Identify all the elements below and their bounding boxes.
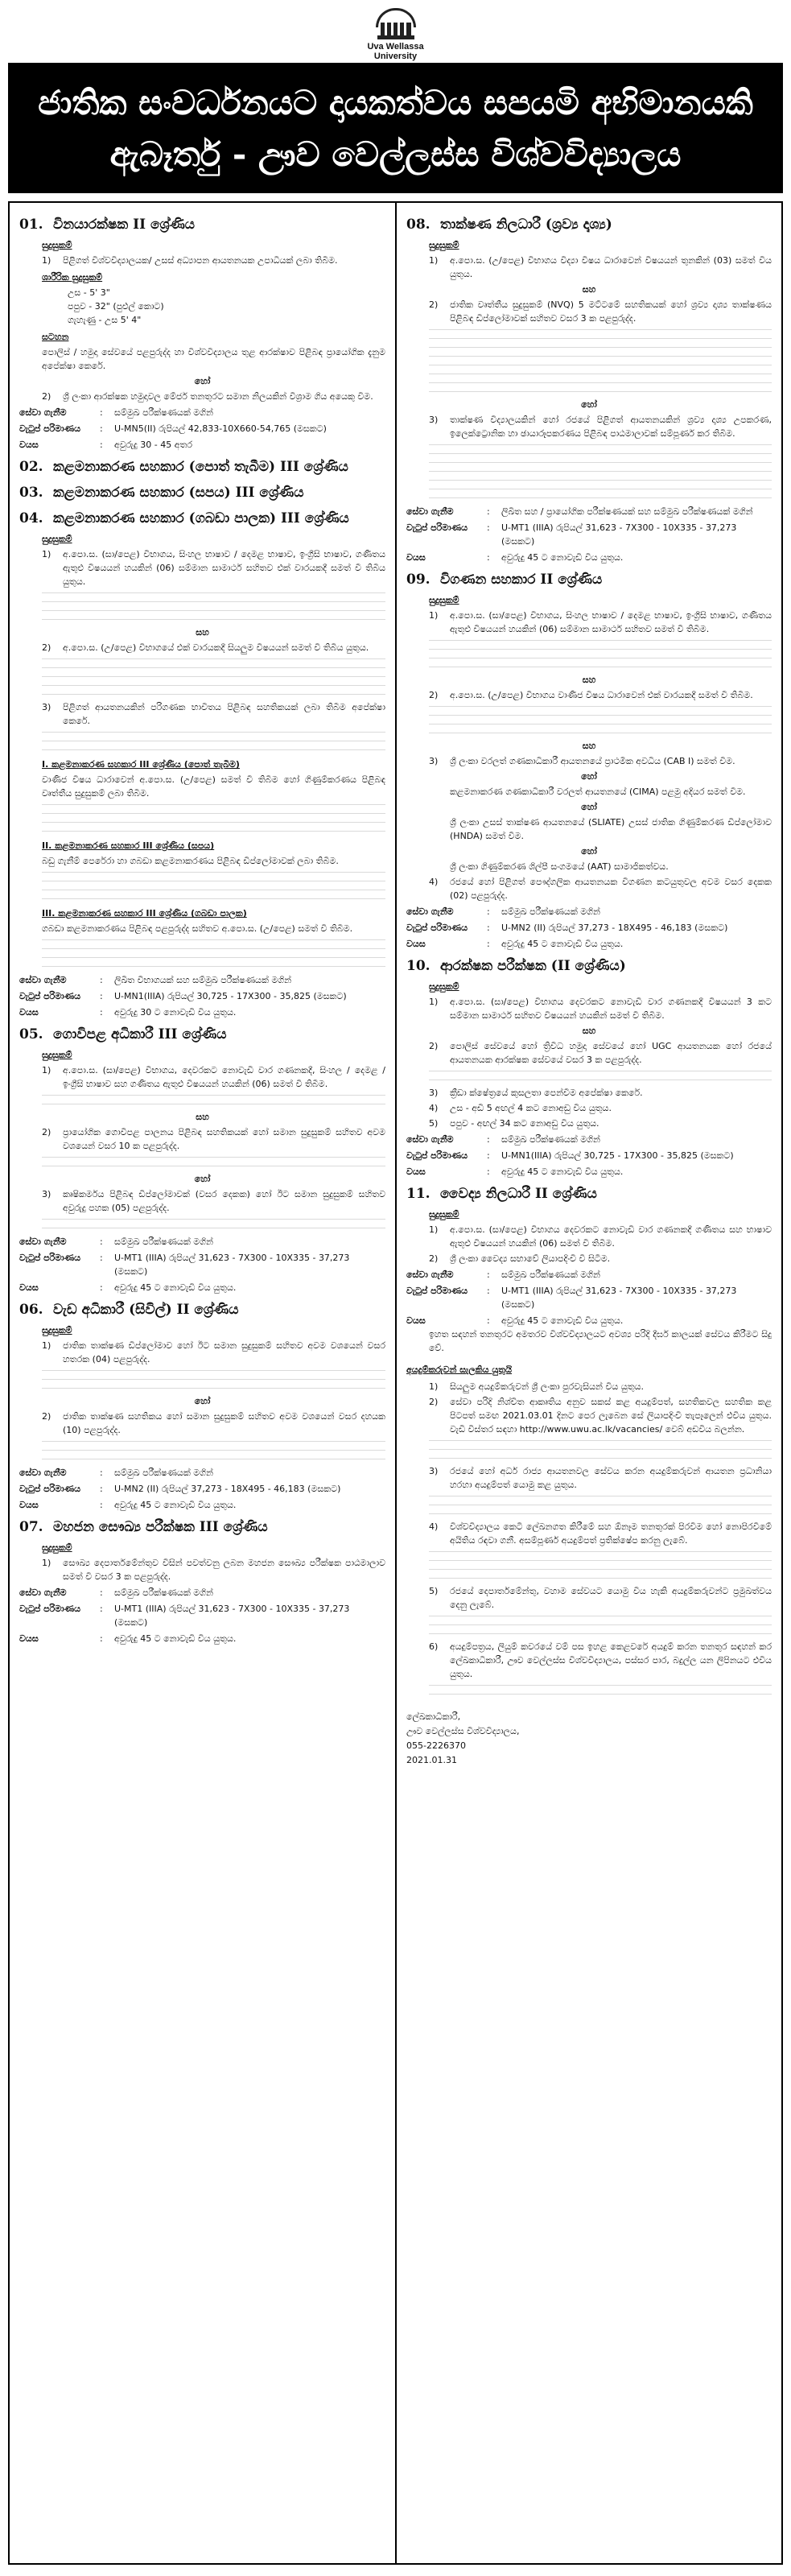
subsection-heading: II. කළමනාකරණ සහකාර III ශ්‍රේණිය (සපය) (42, 840, 215, 851)
salary-row: වැටුප් පරිමාණය : U-MN5(II) රුපියල් 42,833-10X660-54,765 (මසකට) (19, 423, 327, 434)
note-heading: සටහන (42, 332, 69, 342)
service-row: සේවා ගැනීම : ලිඛිත විභාගයක් සහ සම්මුඛ පරීක්ෂණයක් මගින් (19, 975, 292, 985)
service-row: සේවා ගැනීම : සම්මුඛ පරීක්ෂණයක් මගින් (406, 1269, 600, 1280)
notes-heading: අයදුම්කරුවන් සැලකිය යුතුයි (406, 1364, 513, 1375)
service-row: සේවා ගැනීම : සම්මුඛ පරීක්ෂණයක් මගින් (19, 1236, 213, 1247)
salary-row: වැටුප් පරිමාණය : U-MT1 (IIIA) රුපියල් 31,623 - 7X300 - 10X335 - 37,273 (මසකට) (406, 1286, 737, 1310)
qualifications-heading: සුදුසුකම් (429, 595, 459, 605)
service-row: සේවා ගැනීම : සම්මුඛ පරීක්ෂණයක් මගින් (19, 1468, 213, 1478)
list-item: 2) ප්‍රායෝගික ගොවිපළ පාලනය පිළිබඳ සහතිකයක් හෝ සමාන සුදුසුකම් සහිතව අවම වශයෙන් වසර 10 ක පළපුරුද්ද. (42, 1127, 385, 1151)
paragraph: ගබඩා කළමනාකරණය පිළිබඳ පළපුරුද්ද සහිතව අ.පො.ස. (උ/පෙළ) සමත් වී තිබීම. (42, 923, 353, 934)
list-item: 1) අ.පො.ස. (සා/පෙළ) විභාගය, සිංහල භාෂාව / දෙමළ භාෂාව, ඉංග්‍රීසි භාෂාව, ගණිතය ඇතුළු විෂයයන් හයකින් (06) සම්මාන සාමාර්ථ සහිතව සමත් වී තිබීම. (429, 610, 772, 634)
vacancy-columns (8, 201, 783, 2565)
paragraph: ඉහත සඳහන් තනතුරට අමතරව විශ්වවිද්‍යාලයට අවශ්‍ය පරිදි දීර්ඝ කාලයක් සේවය කිරීමට සිදු වේ. (429, 1329, 772, 1353)
list-item: 3) ශ්‍රී ලංකා වරලත් ගණකාධිකාරී ආයතනයේ ප්‍රාථමික අවධිය (CAB I) සමත් වීම. (429, 756, 735, 766)
section-title: 05. ගොවිපළ අධිකාරී III ශ්‍රේණිය (19, 1026, 227, 1042)
age-row: වයස : අවුරුදු 45 ට නොවැඩි විය යුතුය. (19, 1633, 237, 1644)
list-item: 2) ශ්‍රී ලංකා වෛද්‍ය සභාවේ ලියාපදිංචි වී සිටීම. (429, 1253, 611, 1264)
list-item: 1) අ.පො.ස. (සා/පෙළ) විභාගය දෙවරකට නොවැඩි වාර ගණනකදී ගණිතය සහ භාෂාව ඇතුළු විෂයයන් හයකින් (06) සමත් වී තිබීම. (429, 1224, 772, 1249)
section-title: 03. කළමනාකරණ සහකාර (සපය) III ශ්‍රේණිය (19, 485, 304, 501)
and-separator: සහ (582, 284, 596, 295)
university-logo (0, 5, 791, 61)
header-line-2: ඇබෑර්තු - ඌව වෙල්ලස්ස විශ්වවිද්‍යාලය (109, 134, 682, 174)
list-item: 2) ශ්‍රී ලංකා ආරක්ෂක හමුදාවල මේජර් තනතුරට සමාන නිලයකින් විශ්‍රාම ගිය අයෙකු වීම. (42, 391, 373, 402)
age-row: වයස : අවුරුදු 45 ට නොවැඩි විය යුතුය. (19, 1282, 237, 1293)
signature-institution: ඌව වෙල්ලස්ස විශ්වවිද්‍යාලය, (406, 1726, 520, 1736)
signature-block (406, 1710, 772, 1768)
or-separator: හෝ (194, 1174, 211, 1184)
physical-row: පපුව - 32" (පුළුල් කොට) (68, 301, 164, 312)
section-title: 09. විගණන සහකාර II ශ්‍රේණිය (406, 572, 603, 588)
list-item: 2) ජාතික තාක්ෂණ සහතිකය හෝ සමාන සුදුසුකම් සහිතව අවම වශයෙන් වසර දහයක (10) පළපුරුද්ද. (42, 1411, 385, 1435)
vacancy-header-banner (8, 63, 783, 193)
list-item: 5) පපුව - අඟල් 34 කට නොඅඩු විය යුතුය. (429, 1118, 599, 1129)
qualifications-heading: සුදුසුකම් (429, 1209, 459, 1220)
list-item: 1) ජාතික තාක්ෂණ ඩිප්ලෝමාව හෝ ඊට සමාන සුදුසුකම් සහිතව අවම වශයෙන් වසර හතරක (04) පළපුරුද්ද. (42, 1340, 385, 1364)
service-row: සේවා ගැනීම : සම්මුඛ පරීක්ෂණයක් මගින් (19, 407, 213, 418)
qualifications-heading: සුදුසුකම් (42, 1325, 72, 1335)
age-row: වයස : අවුරුදු 30 - 45 අතර (19, 440, 193, 450)
list-item: 1) අ.පො.ස. (සා/පෙළ) විභාගය, දෙවරකට නොවැඩි වාර ගණනකදී, සිංහල / දෙමළ / ඉංග්‍රීසි භාෂාව සහ ගණිතය ඇතුළු විෂයයන් හයකින් (06) සමත් වී තිබීම. (42, 1065, 385, 1089)
and-separator: සහ (582, 1026, 596, 1036)
paragraph: වාණිජ විෂය ධාරාවෙන් අ.පො.ස. (උ/පෙළ) සමත් වී තිබීම හෝ ගිණුම්කරණය පිළිබඳ වෘත්තීය සුදුසුකම් ලබා තිබීම. (42, 774, 385, 799)
list-item: 1) අ.පො.ස. (සා/පෙළ) විභාගය දෙවරකට නොවැඩි වාර ගණනකදී විෂයයන් 3 කට සම්මාන සාමාර්ථ සහිතව විෂයයන් හයකින් සමත් වී තිබීම. (429, 997, 772, 1021)
list-item: 3) තාක්ෂණ විද්‍යාලයකින් හෝ රජයේ පිළිගත් ආයතනයකින් ශ්‍රව්‍ය දෘශ්‍ය උපකරණ, ඉලෙක්ට්‍රොනික හා ඡායාරූපකරණය පිළිබඳ පාඨමාලාවක් සම්පූර්ණ කර තිබීම. (429, 415, 772, 439)
university-crest-icon (373, 5, 419, 42)
qualifications-heading: සුදුසුකම් (42, 240, 72, 250)
service-row: සේවා ගැනීම : සම්මුඛ පරීක්ෂණයක් මගින් (406, 1134, 600, 1145)
note-item: 6) අයදුම්පත්‍රය, ලියුම් කවරයේ වම් පස ඉහළ කෙළවරේ අයදුම් කරන තනතුර සඳහන් කර ලේඛකාධිකාරී, ඌව වෙල්ලස්ස විශ්වවිද්‍යාලය, පස්සර පාර, බදුල්ල යන ලිපිනයට එවිය යුතුය. (429, 1641, 772, 1679)
note-item: 2) සේවා පරිදි නිශ්චිත ආකෘතිය අනුව සකස් කළ අයදුම්පත්, සහතිකවල සහතික කළ පිටපත් සමඟ 2021.03.01 දිනට පෙර ලැබෙන සේ ලියාපදිංචි තැපෑලෙන් එවිය යුතුය. වැඩි විස්තර සඳහා http://www.uwu.ac.lk/vacancies/ වෙබ් අඩවිය බලන්න. (429, 1397, 772, 1435)
age-row: වයස : අවුරුදු 45 ට නොවැඩි විය යුතුය. (406, 1166, 624, 1177)
or-separator: හෝ (194, 1396, 211, 1406)
physical-heading: ශාරීරික සුදුසුකම් (42, 272, 103, 283)
or-separator: හෝ (581, 846, 597, 857)
list-item: 3) කෘෂිකර්මය පිළිබඳ ඩිප්ලෝමාවක් (වසර දෙකක) හෝ ඊට සමාන සුදුසුකම් සහිතව අවුරුදු පහක (05) පළපුරුද්ද. (42, 1189, 385, 1213)
service-row: සේවා ගැනීම : ලිඛිත සහ / ප්‍රායෝගික පරීක්ෂණයක් සහ සම්මුඛ පරීක්ෂණයක් මගින් (406, 506, 753, 517)
list-item: 3) පිළිගත් ආයතනයකින් පරිගණක භාවිතය පිළිබඳ සහතිකයක් ලබා තිබීම අපේක්ෂා කෙරේ. (42, 702, 385, 726)
subsection-heading: III. කළමනාකරණ සහකාර III ශ්‍රේණිය (ගබඩා පාලක) (42, 908, 247, 919)
or-separator: හෝ (581, 771, 597, 782)
list-item: ශ්‍රී ලංකා උසස් තාක්ෂණ ආයතනයේ (SLIATE) උසස් ජාතික ගිණුම්කරණ ඩිප්ලෝමාව (HNDA) සමත් වීම. (450, 817, 772, 841)
note-item: 4) විශ්වවිද්‍යාලය කෙටි ලේඛනගත කිරීමේ සහ ඕනෑම තනතුරක් පිරවීම හෝ නොපිරවීමේ අයිතිය රඳවා ගනී. අසම්පූර්ණ අයදුම්පත් ප්‍රතික්ෂේප කරනු ලැබේ. (429, 1521, 772, 1546)
age-row: වයස : අවුරුදු 45 ට නොවැඩි විය යුතුය. (406, 1315, 624, 1326)
list-item: 2) අ.පො.ස. (උ/පෙළ) විභාගය වාණිජ විෂය ධාරාවෙන් එක් වාරයකදී සමත් වී තිබීම. (429, 690, 753, 700)
paragraph: බඩු ගැනීම් පෙරේරා හා ගබඩා කළමනාකරණය පිළිබඳ ඩිප්ලෝමාවක් ලබා තිබීම. (42, 856, 339, 866)
physical-row: උස - 5' 3" (68, 287, 110, 298)
list-item: ශ්‍රී ලංකා ගිණුම්කරණ ශිල්පී සංගමයේ (AAT) සාමාජිකත්වය. (450, 861, 669, 872)
list-item: 2) අ.පො.ස. (උ/පෙළ) විභාගයේ එක් වාරයකදී සියලුම විෂයයන් සමත් වී තිබිය යුතුය. (42, 642, 369, 653)
salary-row: වැටුප් පරිමාණය : U-MT1 (IIIA) රුපියල් 31,623 - 7X300 - 10X335 - 37,273 (මසකට) (406, 522, 737, 547)
section-title: 06. වැඩ අධිකාරී (සිවිල්) II ශ්‍රේණිය (19, 1302, 239, 1318)
and-separator: සහ (582, 675, 596, 685)
salary-row: වැටුප් පරිමාණය : U-MN1(IIIA) රුපියල් 30,725 - 17X300 - 35,825 (මසකට) (19, 991, 347, 1001)
list-item: 4) රජයේ හෝ පිළිගත් පෞද්ගලික ආයතනයක විගණන කටයුතුවල අවම වසර දෙකක (02) පළපුරුද්ද. (429, 877, 772, 901)
list-item: 4) උස - අඩි 5 අඟල් 4 කට නොඅඩු විය යුතුය. (429, 1103, 612, 1113)
signature-phone: 055-2226370 (406, 1740, 466, 1751)
header-line-1: ජාතික සංවර්ධනයට දායකත්වය සපයමි අභිමානයකි (38, 83, 753, 122)
qualifications-heading: සුදුසුකම් (42, 1050, 72, 1060)
logo-line-1: Uva Wellassa (367, 42, 424, 52)
subsection-heading: I. කළමනාකරණ සහකාර III ශ්‍රේණිය (පොත් තැබීම) (42, 759, 240, 770)
paragraph: පොලිස් / හමුදා සේවයේ පළපුරුද්ද හා විශ්වවිද්‍යාලය තුළ ආරක්ෂාව පිළිබඳ ප්‍රායෝගික දැනුම අපේක්ෂා කෙරේ. (42, 347, 385, 371)
list-item: 1) පිළිගත් විශ්වවිද්‍යාලයක/ උසස් අධ්‍යාපන ආයතනයක උපාධියක් ලබා තිබීම. (42, 255, 338, 266)
section-title: 11. වෛද්‍ය නිලධාරී II ශ්‍රේණිය (406, 1186, 597, 1202)
section-title: 01. විනයාරක්ෂක II ශ්‍රේණිය (19, 217, 196, 233)
and-separator: සහ (582, 741, 596, 751)
logo-line-2: University (373, 52, 418, 61)
left-column (10, 203, 397, 2563)
list-item: 3) ක්‍රීඩා ක්ෂේත්‍රයේ කුසලතා පෙන්වීම අපේක්ෂා කෙරේ. (429, 1088, 643, 1098)
age-row: වයස : අවුරුදු 45 ට නොවැඩි විය යුතුය. (406, 552, 624, 563)
service-row: සේවා ගැනීම : සම්මුඛ පරීක්ෂණයක් මගින් (406, 906, 600, 917)
salary-row: වැටුප් පරිමාණය : U-MN1(IIIA) රුපියල් 30,725 - 17X300 - 35,825 (මසකට) (406, 1150, 734, 1161)
list-item: 1) සෞඛ්‍ය දෙපාර්තමේන්තුව විසින් පවත්වනු ලබන මහජන සෞඛ්‍ය පරීක්ෂක පාඨමාලාව සමත් වී වසර 3 ක පළපුරුද්ද. (42, 1558, 385, 1582)
note-item: 3) රජයේ හෝ අර්ධ රාජ්‍ය ආයතනවල සේවය කරන අයදුම්කරුවන් ආයතන ප්‍රධානියා හරහා අයදුම්පත් යොමු කළ යුතුය. (429, 1466, 772, 1490)
qualifications-heading: සුදුසුකම් (42, 1542, 72, 1553)
or-separator: හෝ (581, 802, 597, 812)
list-item: 2) පොලිස් සේවයේ හෝ ත්‍රිවිධ හමුදා සේවයේ හෝ UGC ආයතනයක හෝ රජයේ ආයතනයක ආරක්ෂක සේවයේ වසර 3 ක පළපුරුද්ද. (429, 1041, 772, 1065)
note-item: 5) රජයේ දෙපාර්තමේන්තු, වහාම සේවයට යොමු විය හැකි අයදුම්කරුවන්ට ප්‍රමුඛත්වය දෙනු ලැබේ. (429, 1586, 772, 1610)
section-title: 10. ආරක්ෂක පරීක්ෂක (II ශ්‍රේණිය) (406, 958, 626, 974)
section-title: 02. කළමනාකරණ සහකාර (පොත් තැබීම) III ශ්‍රේණිය (19, 459, 348, 475)
right-column (397, 203, 781, 2563)
or-separator: හෝ (581, 399, 597, 410)
and-separator: සහ (196, 1112, 209, 1122)
physical-row: ගැහැණු - උස 5' 4" (68, 315, 142, 325)
signature-title: ලේඛකාධිකාරී, (406, 1711, 461, 1722)
list-item: 1) අ.පො.ස. (උ/පෙළ) විභාගය විද්‍යා විෂය ධාරාවෙන් විෂයයන් තුනකින් (03) සමත් විය යුතුය. (429, 255, 772, 279)
and-separator: සහ (196, 627, 209, 638)
qualifications-heading: සුදුසුකම් (429, 981, 459, 992)
qualifications-heading: සුදුසුකම් (429, 240, 459, 250)
salary-row: වැටුප් පරිමාණය : U-MN2 (II) රුපියල් 37,273 - 18X495 - 46,183 (මසකට) (19, 1484, 341, 1494)
note-item: 1) සියලුම අයදුම්කරුවන් ශ්‍රී ලංකා පුරවැසියන් විය යුතුය. (429, 1381, 645, 1392)
qualifications-heading: සුදුසුකම් (42, 534, 72, 544)
section-title: 04. කළමනාකරණ සහකාර (ගබඩා පාලක) III ශ්‍රේණිය (19, 510, 349, 526)
or-separator: හෝ (194, 376, 211, 386)
list-item: 2) ජාතික වෘත්තීය සුදුසුකම් (NVQ) 5 මට්ටමේ සහතිකයක් හෝ ශ්‍රව්‍ය දෘශ්‍ය තාක්ෂණය පිළිබඳ ඩිප්ලෝමාවක් සහිතව වසර 3 ක පළපුරුද්ද. (429, 299, 772, 324)
salary-row: වැටුප් පරිමාණය : U-MT1 (IIIA) රුපියල් 31,623 - 7X300 - 10X335 - 37,273 (මසකට) (19, 1604, 350, 1628)
age-row: වයස : අවුරුදු 30 ට නොවැඩි විය යුතුය. (19, 1007, 237, 1018)
section-title: 07. මහජන සෞඛ්‍ය පරීක්ෂක III ශ්‍රේණිය (19, 1519, 268, 1535)
age-row: වයස : අවුරුදු 45 ට නොවැඩි විය යුතුය. (406, 939, 624, 949)
age-row: වයස : අවුරුදු 45 ට නොවැඩි විය යුතුය. (19, 1500, 237, 1510)
list-item: කළමනාකරණ ගණකාධිකාරී වරලත් ආයතනයේ (CIMA) පළමු අදියර සමත් වීම. (450, 786, 746, 797)
salary-row: වැටුප් පරිමාණය : U-MN2 (II) රුපියල් 37,273 - 18X495 - 46,183 (මසකට) (406, 923, 728, 933)
signature-date: 2021.01.31 (406, 1755, 457, 1765)
section-title: 08. තාක්ෂණ නිලධාරී (ශ්‍රව්‍ය දෘශ්‍ය) (406, 217, 612, 233)
list-item: 1) අ.පො.ස. (සා/පෙළ) විභාගය, සිංහල භාෂාව / දෙමළ භාෂාව, ඉංග්‍රීසි භාෂාව, ගණිතය ඇතුළු විෂයයන් හයකින් (06) සම්මාන සාමාර්ථ සහිතව එක් වාරයකදී සමත් වී තිබිය යුතුය. (42, 549, 385, 587)
service-row: සේවා ගැනීම : සම්මුඛ පරීක්ෂණයක් මගින් (19, 1587, 213, 1598)
salary-row: වැටුප් පරිමාණය : U-MT1 (IIIA) රුපියල් 31,623 - 7X300 - 10X335 - 37,273 (මසකට) (19, 1253, 350, 1277)
